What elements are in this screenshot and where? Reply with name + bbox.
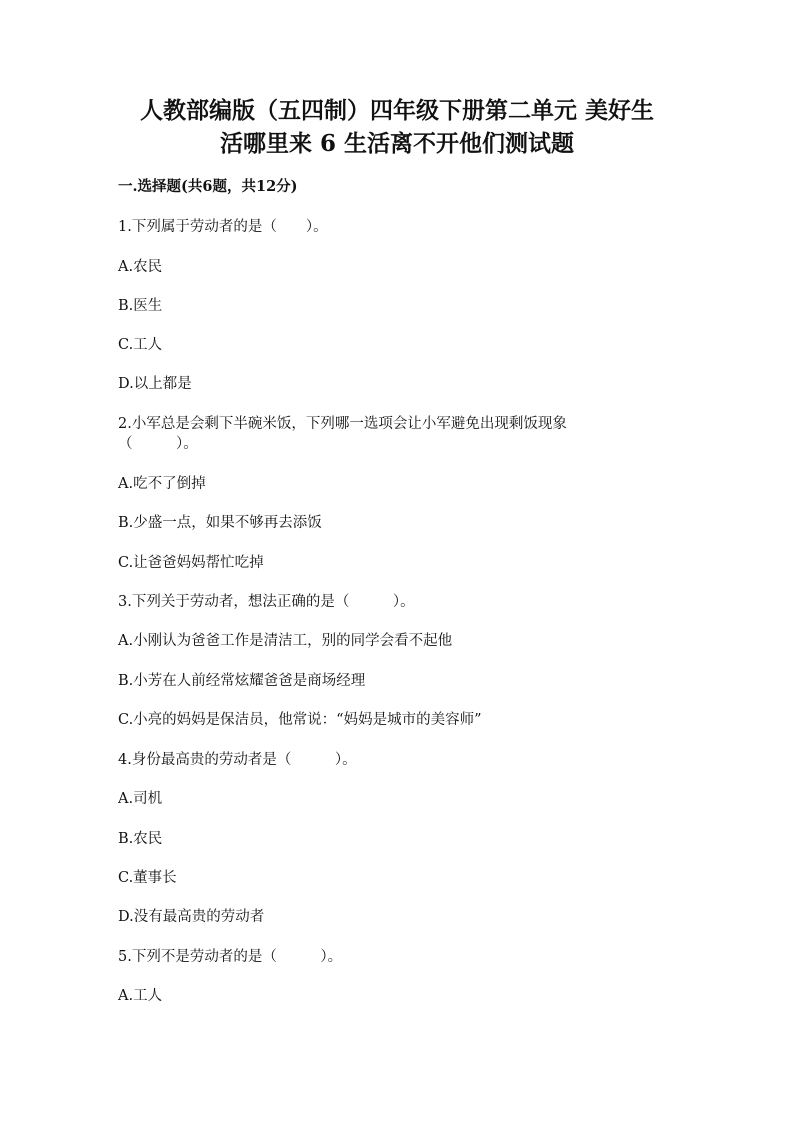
question-5-option-a: A.工人 bbox=[118, 988, 163, 1004]
question-1-option-d: D.以上都是 bbox=[118, 376, 192, 392]
question-2-option-a: A.吃不了倒掉 bbox=[118, 476, 206, 492]
question-1-stem: 1.下列属于劳动者的是（ ）。 bbox=[118, 219, 328, 235]
question-4-stem: 4.身份最高贵的劳动者是（ ）。 bbox=[118, 752, 357, 768]
question-4-option-a: A.司机 bbox=[118, 791, 163, 807]
section-heading: 一.选择题(共6题，共12分) bbox=[118, 178, 298, 195]
question-4-option-b: B.农民 bbox=[118, 831, 163, 847]
document-title bbox=[110, 94, 684, 160]
question-3-stem: 3.下列关于劳动者，想法正确的是（ ）。 bbox=[118, 594, 415, 610]
question-4-option-d: D.没有最高贵的劳动者 bbox=[118, 909, 265, 925]
question-4-option-c: C.董事长 bbox=[118, 870, 177, 886]
title-line-2: 活哪里来 6 生活离不开他们测试题 bbox=[219, 130, 575, 157]
question-1-option-a: A.农民 bbox=[118, 259, 163, 275]
question-2-stem-line-2: （ ）。 bbox=[118, 436, 198, 452]
question-3-option-c: C.小亮的妈妈是保洁员，他常说：“妈妈是城市的美容师” bbox=[118, 712, 482, 728]
title-line-1: 人教部编版（五四制）四年级下册第二单元 美好生 bbox=[139, 97, 654, 124]
question-1-option-c: C.工人 bbox=[118, 337, 163, 353]
question-5-stem: 5.下列不是劳动者的是（ ）。 bbox=[118, 949, 343, 965]
question-2-option-c: C.让爸爸妈妈帮忙吃掉 bbox=[118, 555, 264, 571]
question-2-option-b: B.少盛一点，如果不够再去添饭 bbox=[118, 515, 322, 531]
question-1-option-b: B.医生 bbox=[118, 298, 163, 314]
question-3-option-a: A.小刚认为爸爸工作是清洁工，别的同学会看不起他 bbox=[118, 633, 453, 649]
question-3-option-b: B.小芳在人前经常炫耀爸爸是商场经理 bbox=[118, 673, 366, 689]
question-2-stem-line-1: 2.小军总是会剩下半碗米饭，下列哪一选项会让小军避免出现剩饭现象 bbox=[118, 416, 567, 432]
